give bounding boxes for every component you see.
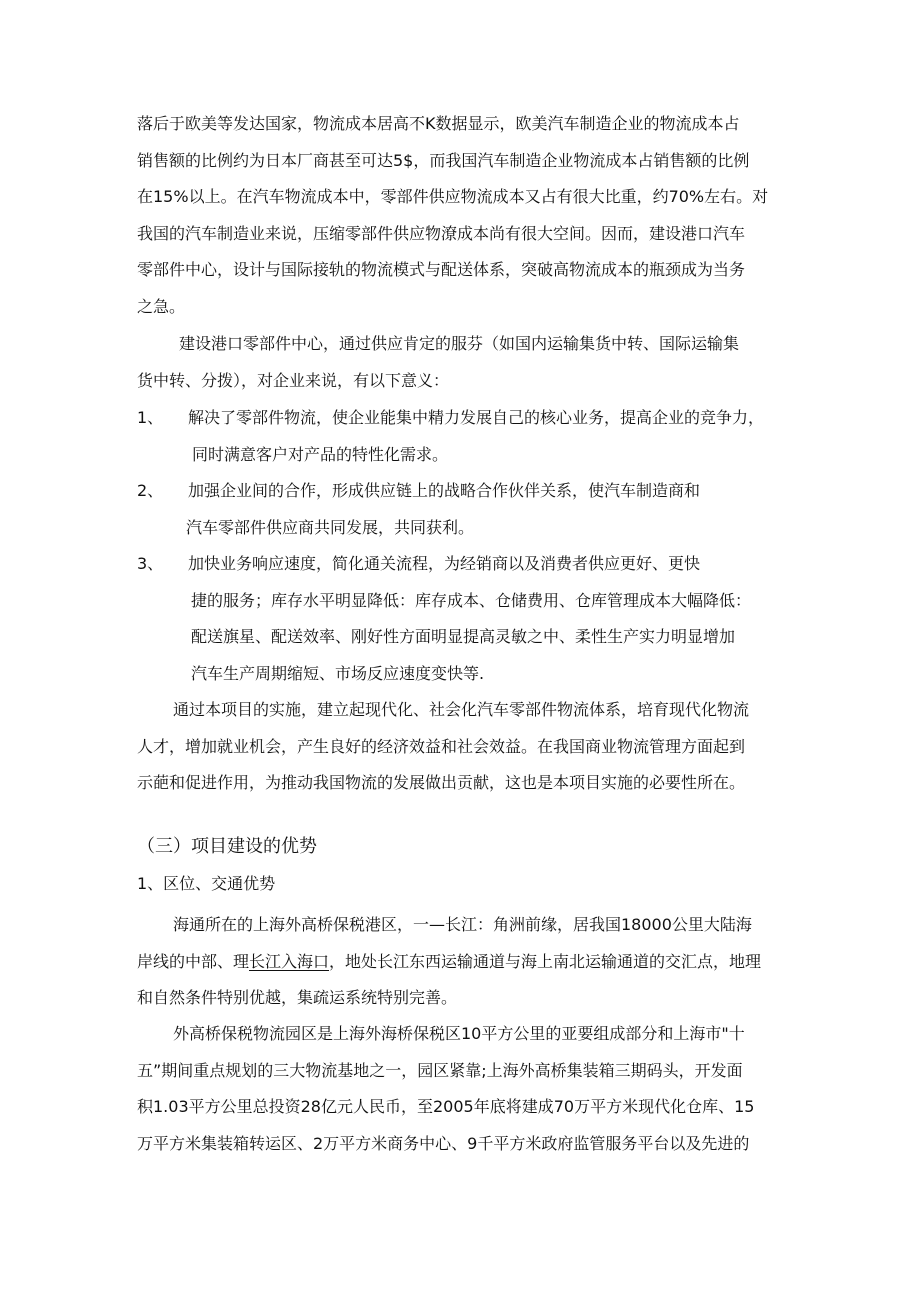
list-item-line: 捷的服务；库存水平明显降低：库存成本、仓储费用、仓库管理成本大幅降低： <box>191 590 752 610</box>
paragraph-line: 海通所在的上海外高桥保税港区，一—长江：角洲前缘，居我国18000公里大陆海 <box>173 915 752 934</box>
paragraph-line: 积1.03平方公里总投资28亿元人民币，至2005年底将建成70万平方米现代化仓库、15 <box>137 1097 755 1117</box>
list-item-line: 加快业务响应速度，简化通关流程，为经销商以及消费者供应更好、更快 <box>188 554 701 573</box>
paragraph-location <box>137 907 761 1017</box>
list-item-number: 2、 <box>137 481 164 500</box>
text-segment: ，地处长江东西运输通道与海上南北运输通道的交汇点，地理 <box>329 951 762 971</box>
paragraph-line: 和自然条件特别优越，集疏运系统特别完善。 <box>137 988 458 1008</box>
list-item-line: 配送旗星、配送效率、刚好性方面明显提高灵敏之中、柔性生产实力明显增加 <box>191 627 736 647</box>
paragraph-line: 通过本项目的实施，建立起现代化、社会化汽车零部件物流体系，培育现代化物流 <box>173 700 750 719</box>
paragraph-line: 销售额的比例约为日本厂商甚至可达5$，而我国汽车制造企业物流成本占销售额的比例 <box>137 150 750 170</box>
list-item-line: 汽车生产周期缩短、市场反应速度变快等. <box>191 663 485 683</box>
list-item-text <box>188 546 751 692</box>
paragraph-logistics-park <box>137 1016 754 1162</box>
paragraph-line: 人才，增加就业机会，产生良好的经济效益和社会效益。在我国商业物流管理方面起到 <box>137 736 746 756</box>
list-item-number: 3、 <box>137 554 164 573</box>
list-item-text <box>188 473 700 546</box>
paragraph-project-goals <box>137 692 749 802</box>
list-item-line: 解决了零部件物流，使企业能集中精力发展自己的核心业务，提高企业的竞争力， <box>188 408 765 427</box>
section-heading: （三）项目建设的优势 <box>137 836 317 857</box>
paragraph-line: 在15%以上。在汽车物流成本中，零部件供应物流成本又占有很大比重，约70%左右。对 <box>137 187 769 207</box>
paragraph-line: 建设港口零部件中心，通过供应肯定的服芬（如国内运输集货中转、国际运输集 <box>179 334 740 353</box>
paragraph-line: 零部件中心，设计与国际接轨的物流模式与配送体系，突破高物流成本的瓶颈成为当务 <box>137 260 746 280</box>
paragraph-line: 五”期间重点规划的三大物流基地之一，园区紧靠;上海外高桥集装箱三期码头，开发面 <box>137 1060 743 1080</box>
paragraph-line: 货中转、分拨），对企业来说，有以下意义： <box>137 370 450 390</box>
underlined-text: 长江入海口 <box>249 951 330 971</box>
list-item-line: 同时满意客户对产品的特性化需求。 <box>192 444 449 464</box>
paragraph-line: 之急。 <box>137 296 186 316</box>
subsection-heading: 1、区位、交通优势 <box>137 874 276 893</box>
list-item-text <box>188 400 764 473</box>
text-segment: 岸线的中部、理 <box>137 951 250 971</box>
paragraph-cost-analysis <box>137 106 768 326</box>
list-item-line: 汽车零部件供应商共同发展，共同获利。 <box>186 517 475 537</box>
paragraph-significance-intro <box>137 326 739 399</box>
paragraph-line: 万平方米集装箱转运区、2万平方米商务中心、9千平方米政府监管服务平台以及先进的 <box>137 1133 750 1153</box>
paragraph-line: 外高桥保税物流园区是上海外海桥保税区10平方公里的亚要组成部分和上海市"十 <box>173 1024 745 1043</box>
paragraph-line <box>137 944 761 981</box>
paragraph-line: 示葩和促进作用，为推动我国物流的发展做出贡献，这也是本项目实施的必要性所在。 <box>137 773 746 793</box>
paragraph-line: 我国的汽车制造业来说，压缩零部件供应物潦成本尚有很大空间。因而，建设港口汽车 <box>137 223 746 243</box>
list-item-line: 加强企业间的合作，形成供应链上的战略合作伙伴关系，使汽车制造商和 <box>188 481 701 500</box>
paragraph-line: 落后于欧美等发达国家，物流成本居高不K数据显示，欧美汽车制造企业的物流成本占 <box>137 114 740 133</box>
list-item-number: 1、 <box>137 408 164 427</box>
